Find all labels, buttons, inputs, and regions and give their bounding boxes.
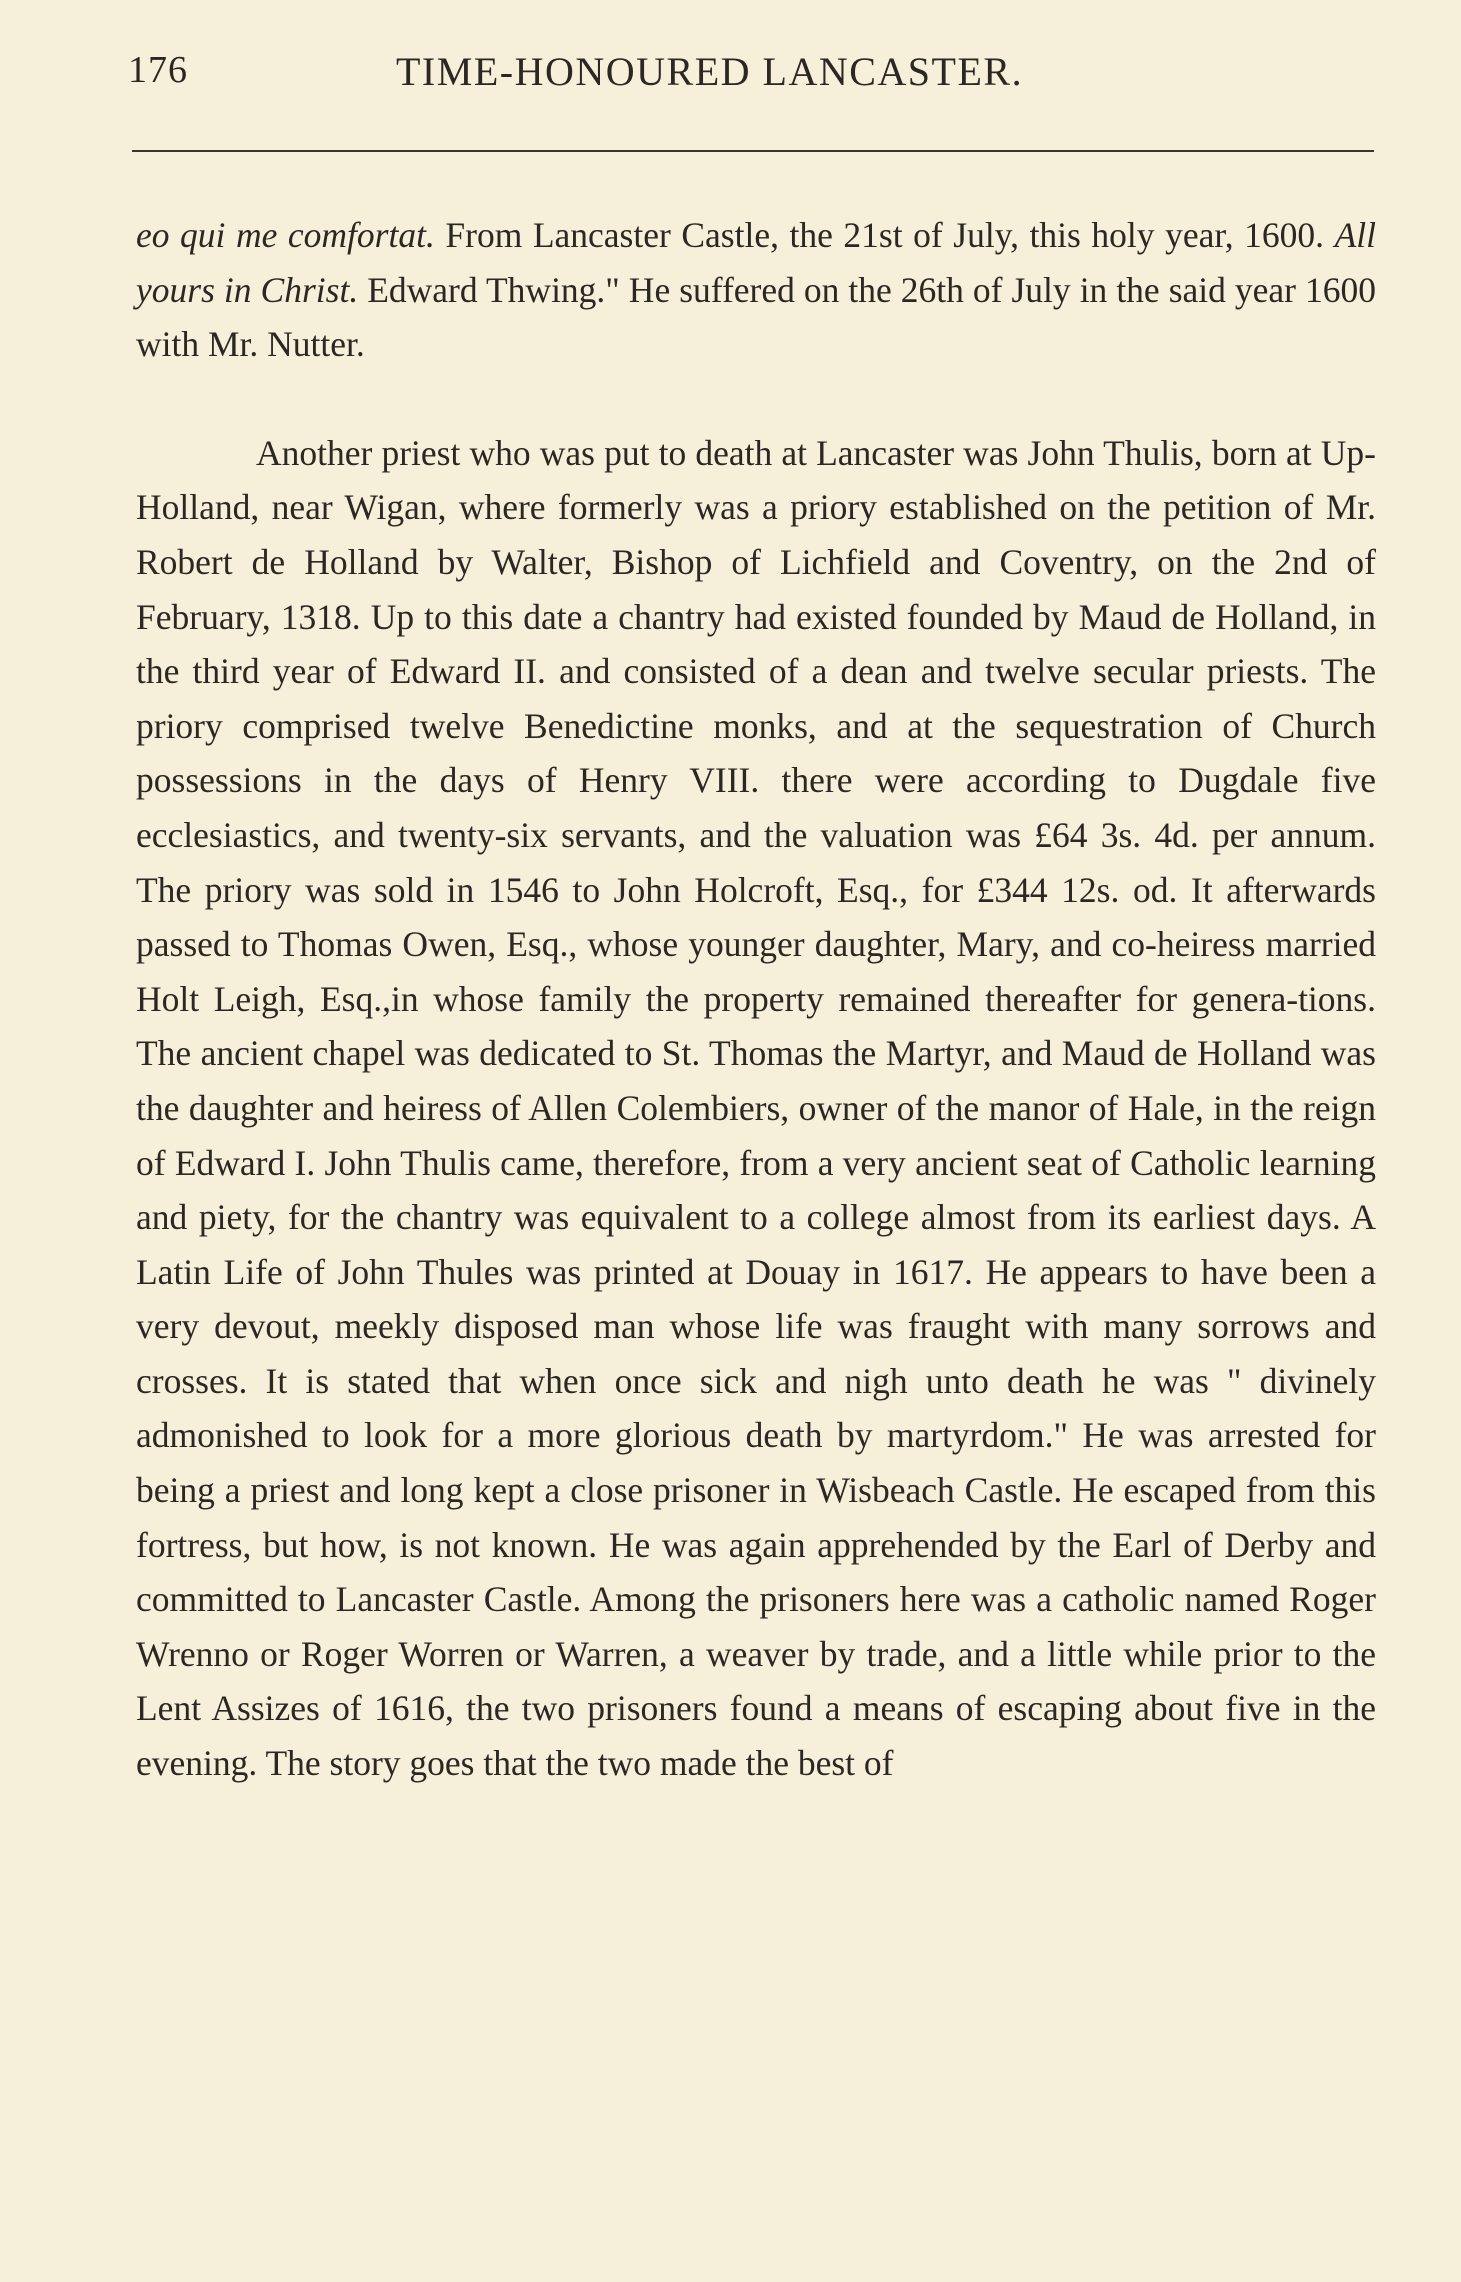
body-text: [136, 208, 1376, 1791]
paragraph-john-thulis: Another priest who was put to death at Lancaster was John Thulis, born at Up-Holland, near Wigan, where formerly was a priory established on the petition of Mr. Robert de Holland by Walter, Bishop of Lichfield and Coventry, on the 2nd of February, 1318. Up to this date a chantry had existed founded by Maud de Holland, in the third year of Edward II. and consisted of a dean and twelve secular priests. The priory comprised twelve Benedictine monks, and at the sequestration of Church possessions in the days of Henry VIII. there were according to Dugdale five ecclesiastics, and twenty-six servants, and the valuation was £64 3s. 4d. per annum. The priory was sold in 1546 to John Holcroft, Esq., for £344 12s. od. It afterwards passed to Thomas Owen, Esq., whose younger daughter, Mary, and co-heiress married Holt Leigh, Esq.,in whose family the property remained thereafter for genera-tions. The ancient chapel was dedicated to St. Thomas the Martyr, and Maud de Holland was the daughter and heiress of Allen Colembiers, owner of the manor of Hale, in the reign of Edward I. John Thulis came, therefore, from a very ancient seat of Catholic learning and piety, for the chantry was equivalent to a college almost from its earliest days. A Latin Life of John Thules was printed at Douay in 1617. He appears to have been a very devout, meekly disposed man whose life was fraught with many sorrows and crosses. It is stated that when once sick and nigh unto death he was " divinely admonished to look for a more glorious death by martyrdom." He was arrested for being a priest and long kept a close prisoner in Wisbeach Castle. He escaped from this fortress, but how, is not known. He was again apprehended by the Earl of Derby and committed to Lancaster Castle. Among the prisoners here was a catholic named Roger Wrenno or Roger Worren or Warren, a weaver by trade, and a little while prior to the Lent Assizes of 1616, the two prisoners found a means of escaping about five in the evening. The story goes that the two made the best of: [136, 432, 1376, 1784]
letter-signature-text: Edward Thwing." He suffered on the 26th of July in the said year 1600 with Mr. Nutter.: [136, 269, 1376, 365]
running-title: TIME-HONOURED LANCASTER.: [396, 49, 1024, 94]
letter-closing-text: From Lancaster Castle, the 21st of July, this holy year, 1600.: [434, 215, 1335, 255]
running-head: [128, 48, 1374, 108]
page-number: 176: [128, 49, 188, 91]
header-divider: [132, 150, 1374, 152]
paragraph-letter-ending: [136, 208, 1376, 372]
latin-phrase: eo qui me comfortat.: [136, 215, 435, 255]
letter-signoff: All yours in Christ.: [136, 215, 1376, 310]
